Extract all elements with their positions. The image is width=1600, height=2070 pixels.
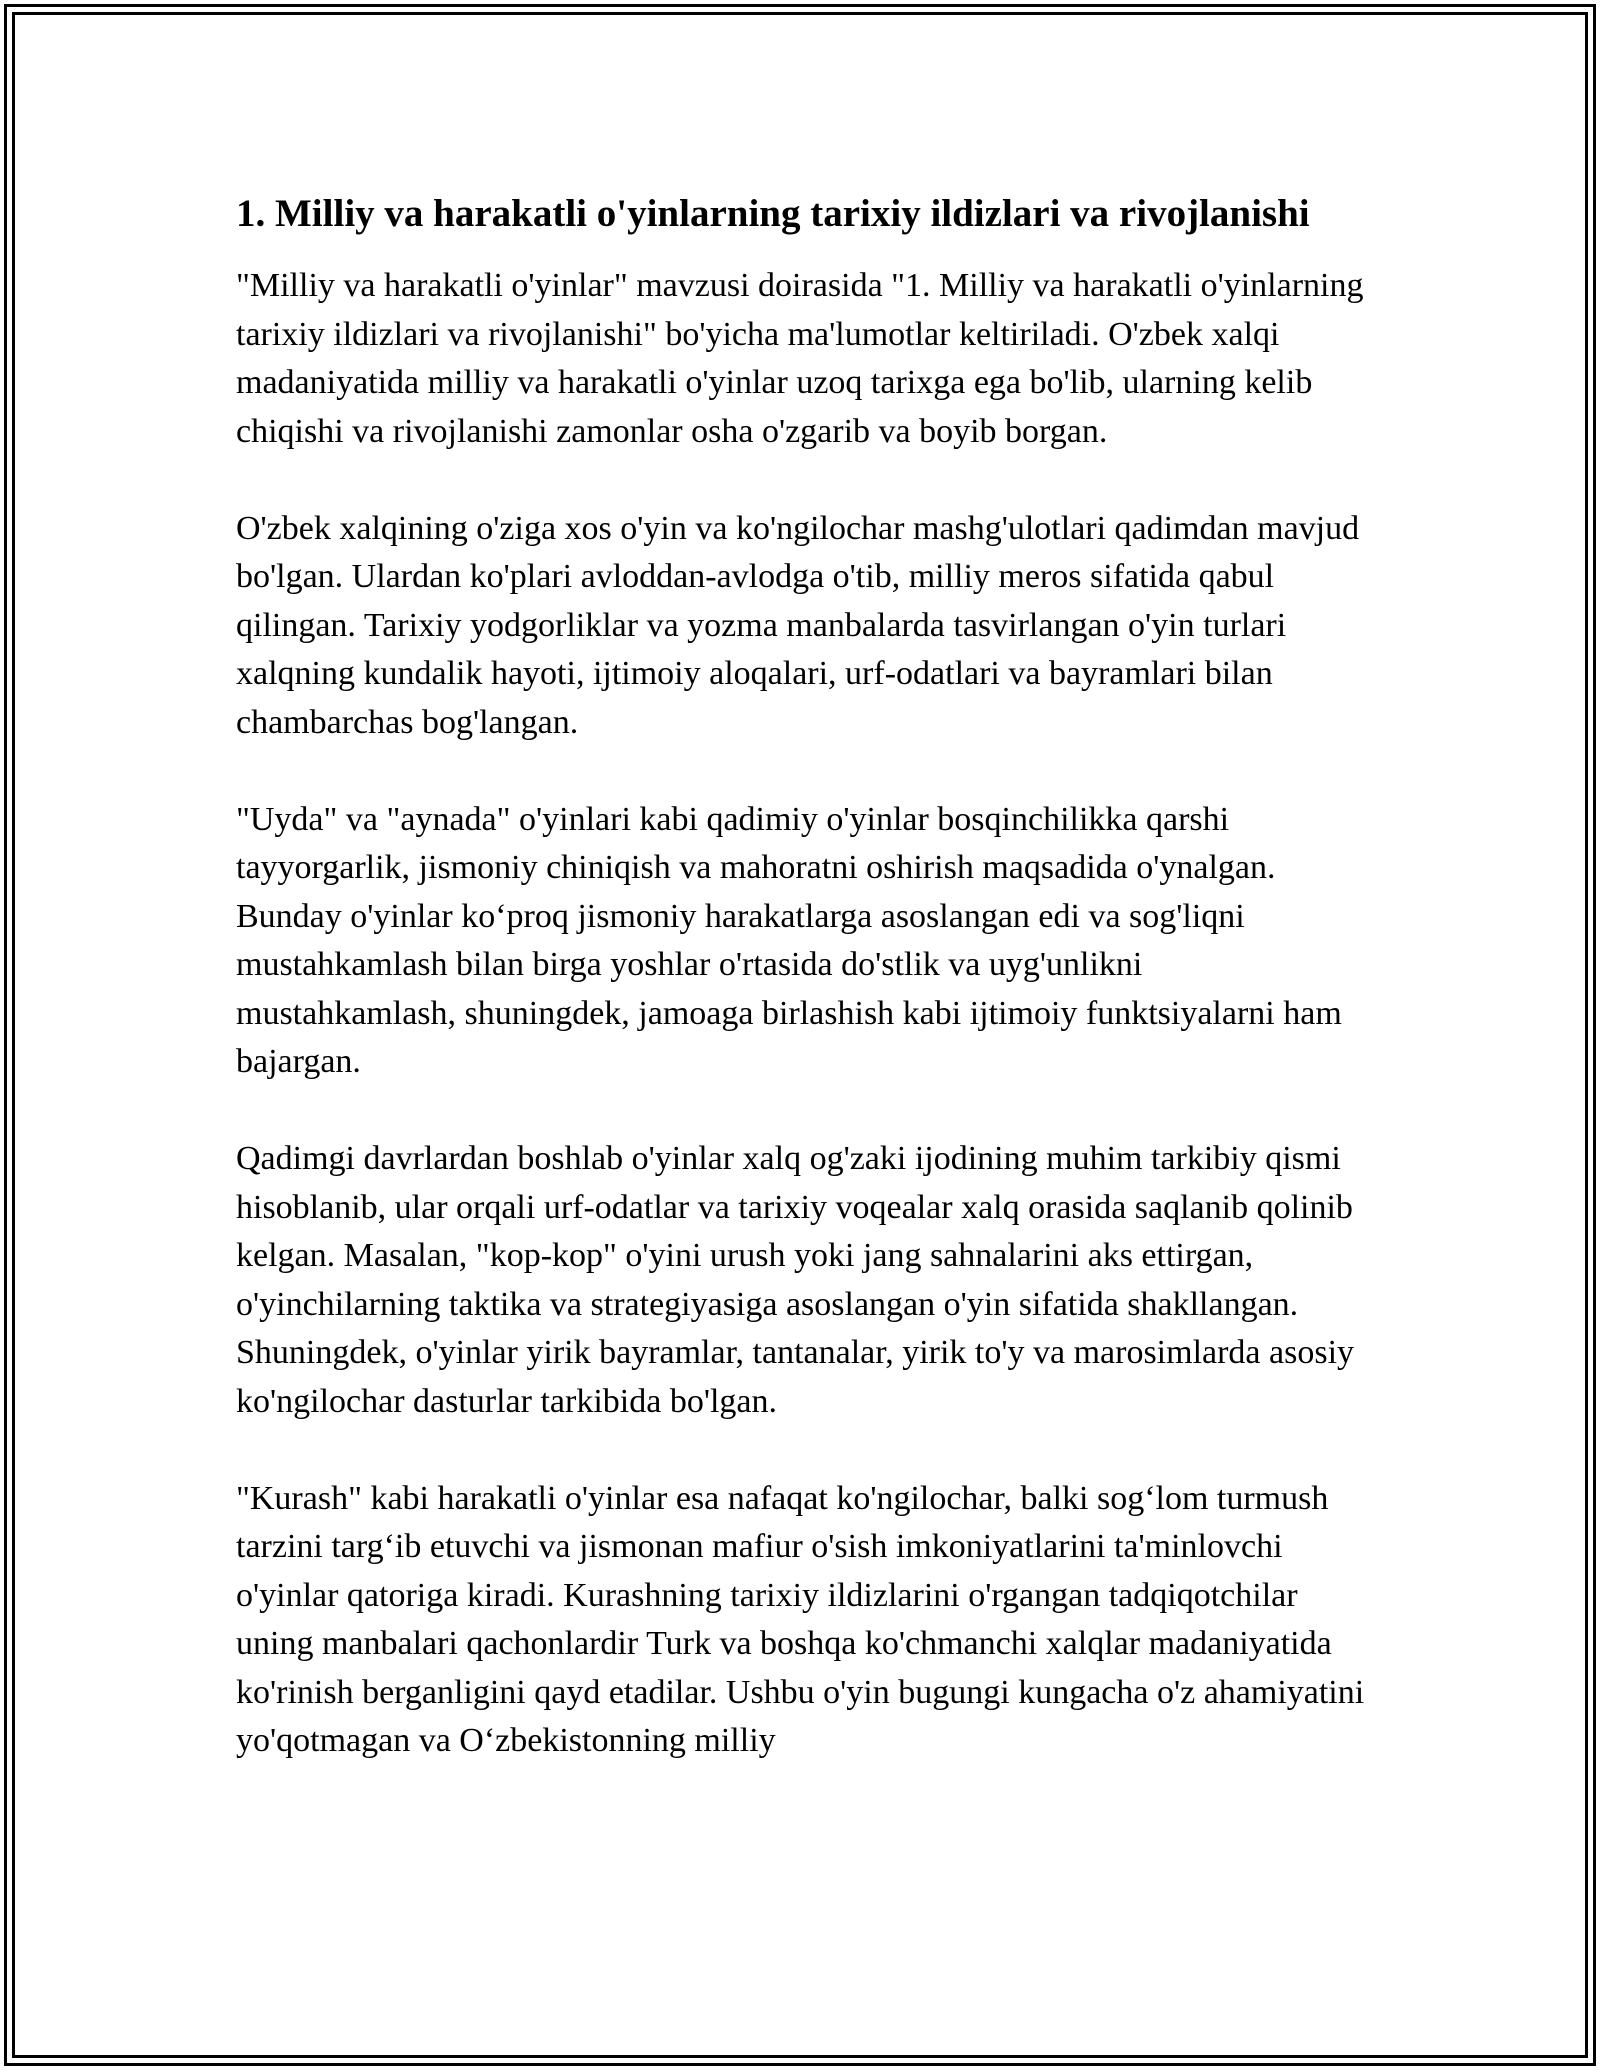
paragraph-intro: "Milliy va harakatli o'yinlar" mavzusi doirasida "1. Milliy va harakatli o'yinlarning tarixiy ildizlari va rivojlanishi" bo'yicha ma'lumotlar keltiriladi. O'zbek xalqi madaniyatida milliy va harakatli o'yinlar uzoq tarixga ega bo'lib, ularning kelib chiqishi va rivojlanishi zamonlar osha o'zgarib va boyib borgan. [236,267,1364,450]
section-heading: 1. Milliy va harakatli o'yinlarning tarixiy ildizlari va rivojlanishi [236,192,1310,235]
paragraph-ancient-games: O'zbek xalqining o'ziga xos o'yin va ko'ngilochar mashg'ulotlari qadimdan mavjud bo'lgan. Ulardan ko'plari avloddan-avlodga o'tib, milliy meros sifatida qabul qilingan. Tarixiy yodgorliklar va yozma manbalarda tasvirlangan o'yin turlari xalqning kundalik hayoti, ijtimoiy aloqalari, urf-odatlari va bayramlari bilan chambarchas bog'langan. [236,509,1360,741]
paragraph-uyda-aynada: "Uyda" va "aynada" o'yinlari kabi qadimiy o'yinlar bosqinchilikka qarshi tayyorgarlik, jismoniy chiniqish va mahoratni oshirish maqsadida o'ynalgan. Bunday o'yinlar ko‘proq jismoniy harakatlarga asoslangan edi va sog'liqni mustahkamlash bilan birga yoshlar o'rtasida do'stlik va uyg'unlikni mustahkamlash, shuningdek, jamoaga birlashish kabi ijtimoiy funktsiyalarni ham bajargan. [236,800,1342,1080]
paragraph-kurash: "Kurash" kabi harakatli o'yinlar esa nafaqat ko'ngilochar, balki sog‘lom turmush tarzini targ‘ib etuvchi va jismonan mafiur o'sish imkoniyatlarini ta'minlovchi o'yinlar qatoriga kiradi. Kurashning tarixiy ildizlarini o'rgangan tadqiqotchilar uning manbalari qachonlardir Turk va boshqa ko'chmanchi xalqlar madaniyatida ko'rinish berganligini qayd etadilar. Ushbu o'yin bugungi kungacha o'z ahamiyatini yo'qotmagan va O‘zbekistonning milliy [236,1479,1365,1759]
paragraph-folklore: Qadimgi davrlardan boshlab o'yinlar xalq og'zaki ijodining muhim tarkibiy qismi hisoblanib, ular orqali urf-odatlar va tarixiy voqealar xalq orasida saqlanib qolinib kelgan. Masalan, "kop-kop" o'yini urush yoki jang sahnalarini aks ettirgan, o'yinchilarning taktika va strategiyasiga asoslangan o'yin sifatida shakllangan. Shuningdek, o'yinlar yirik bayramlar, tantanalar, yirik to'y va marosimlarda asosiy ko'ngilochar dasturlar tarkibida bo'lgan. [236,1140,1355,1420]
document-body [236,186,1366,1766]
